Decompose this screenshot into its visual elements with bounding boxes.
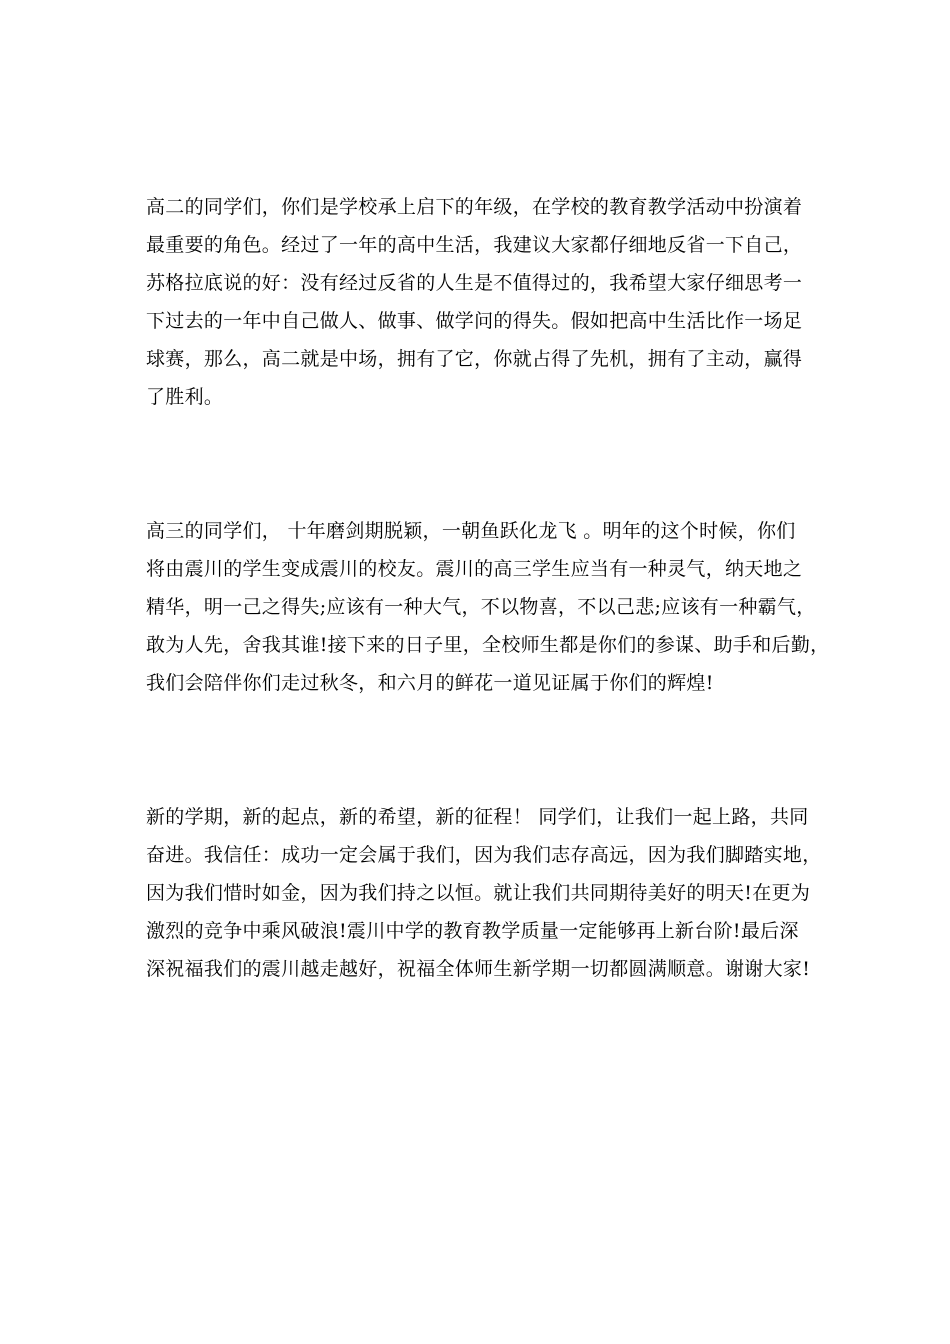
paragraph-grade-three	[146, 512, 830, 702]
text-line: 奋进。我信任：成功一定会属于我们，因为我们志存高远，因为我们脚踏实地，	[146, 844, 822, 866]
paragraph-closing	[146, 798, 826, 988]
text-line: 了胜利。	[146, 386, 224, 408]
text-line: 最重要的角色。经过了一年的高中生活，我建议大家都仔细地反省一下自己，	[146, 234, 803, 256]
text-line: 球赛，那么，高二就是中场，拥有了它，你就占得了先机，拥有了主动，赢得	[146, 348, 803, 370]
text-line: 激烈的竞争中乘风破浪!震川中学的教育教学质量一定能够再上新台阶!最后深	[146, 920, 799, 942]
text-line: 高三的同学们， 十年磨剑期脱颖，一朝鱼跃化龙飞 。明年的这个时候，你们	[146, 520, 796, 542]
text-line: 新的学期，新的起点，新的希望，新的征程！ 同学们，让我们一起上路，共同	[146, 806, 809, 828]
text-line: 苏格拉底说的好：没有经过反省的人生是不值得过的，我希望大家仔细思考一	[146, 272, 803, 294]
paragraph-grade-two	[146, 188, 826, 416]
text-line: 深祝福我们的震川越走越好，祝福全体师生新学期一切都圆满顺意。谢谢大家!	[146, 958, 811, 980]
text-line: 敢为人先，舍我其谁!接下来的日子里，全校师生都是你们的参谋、助手和后勤，	[146, 634, 830, 656]
text-line: 因为我们惜时如金，因为我们持之以恒。就让我们共同期待美好的明天!在更为	[146, 882, 811, 904]
text-line: 我们会陪伴你们走过秋冬，和六月的鲜花一道见证属于你们的辉煌!	[146, 672, 714, 694]
text-line: 高二的同学们，你们是学校承上启下的年级，在学校的教育教学活动中扮演着	[146, 196, 803, 218]
text-line: 下过去的一年中自己做人、做事、做学问的得失。假如把高中生活比作一场足	[146, 310, 803, 332]
text-line: 将由震川的学生变成震川的校友。震川的高三学生应当有一种灵气，纳天地之	[146, 558, 803, 580]
text-line: 精华，明一己之得失;应该有一种大气，不以物喜，不以己悲;应该有一种霸气，	[146, 596, 816, 618]
